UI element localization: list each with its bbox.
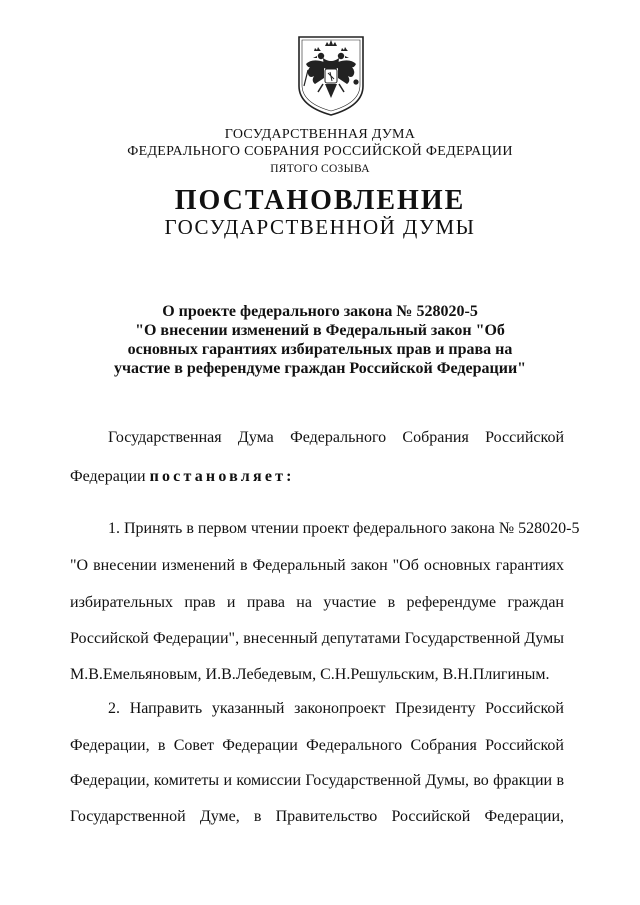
paragraph-1-line-3: избирательных прав и права на участие в референдуме граждан [70,594,564,611]
paragraph-1-line-5: М.В.Емельяновым, И.В.Лебедевым, С.Н.Решульским, В.Н.Плигиным. [70,666,550,683]
preamble-text: Федерации [70,468,150,485]
paragraph-2-line-1: 2. Направить указанный законопроект Президенту Российской [108,700,564,717]
paragraph-2-line-4: Государственной Думе, в Правительство Российской Федерации, [70,808,564,825]
header-line-3: ПЯТОГО СОЗЫВА [270,163,370,175]
document-title: ПОСТАНОВЛЕНИЕ [174,185,466,216]
subject-line-3: основных гарантиях избирательных прав и права на [127,341,513,358]
preamble-line-1: Государственная Дума Федерального Собрания Российской [108,429,564,446]
subject-line-2: "О внесении изменений в Федеральный закон "Об [135,322,505,339]
subject-line-1: О проекте федерального закона № 528020-5 [162,303,478,320]
decree-word: постановляет: [149,468,295,485]
header-line-1: ГОСУДАРСТВЕННАЯ ДУМА [224,127,416,142]
document-subtitle: ГОСУДАРСТВЕННОЙ ДУМЫ [164,215,476,239]
preamble-line-2 [70,467,564,487]
paragraph-1-line-4: Российской Федерации", внесенный депутатами Государственной Думы [70,630,564,647]
header-line-2: ФЕДЕРАЛЬНОГО СОБРАНИЯ РОССИЙСКОЙ ФЕДЕРАЦИИ [127,144,513,159]
subject-line-4: участие в референдуме граждан Российской Федерации" [113,360,527,377]
paragraph-2-line-2: Федерации, в Совет Федерации Федерального Собрания Российской [70,737,564,754]
paragraph-1-line-2: "О внесении изменений в Федеральный закон "Об основных гарантиях [70,557,564,574]
paragraph-2-line-3: Федерации, комитеты и комиссии Государственной Думы, во фракции в [70,772,564,789]
paragraph-1-line-1: 1. Принять в первом чтении проект федерального закона № 528020-5 [108,520,580,537]
coat-of-arms-icon [296,34,366,118]
